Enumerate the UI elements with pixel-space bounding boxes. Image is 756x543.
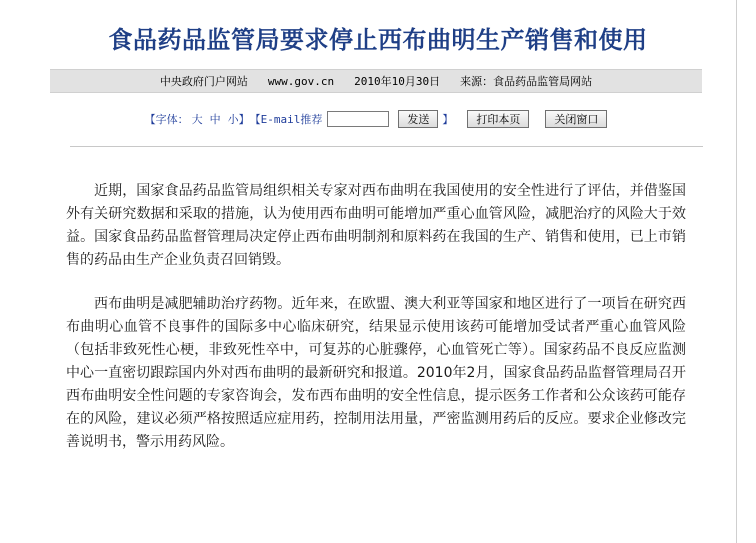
font-medium-link[interactable]: 中	[209, 113, 221, 126]
close-window-button[interactable]: 关闭窗口	[545, 110, 607, 128]
email-close-bracket: 】	[442, 113, 454, 126]
article-body	[66, 180, 686, 475]
font-large-link[interactable]: 大	[191, 113, 203, 126]
email-label: 【E-mail推荐	[249, 113, 323, 126]
article-toolbar	[0, 108, 756, 130]
email-input[interactable]	[327, 111, 389, 127]
article-source: 来源：食品药品监管局网站	[460, 75, 593, 88]
site-url: www.gov.cn	[267, 74, 335, 88]
font-close-bracket: 】	[238, 113, 250, 126]
send-button[interactable]: 发送	[398, 110, 438, 128]
article-meta-bar	[50, 69, 702, 93]
font-small-link[interactable]: 小	[227, 113, 239, 126]
article-paragraph: 西布曲明是减肥辅助治疗药物。近年来，在欧盟、澳大利亚等国家和地区进行了一项旨在研究西布曲明心血管不良事件的国际多中心临床研究，结果显示使用该药可能增加受试者严重心血管风险（包括非致死性心梗，非致死性卒中，可复苏的心脏骤停，心血管死亡等）。国家药品不良反应监测中心一直密切跟踪国内外对西布曲明的最新研究和报道。2010年2月，国家食品药品监督管理局召开西布曲明安全性问题的专家咨询会，发布西布曲明的安全性信息，提示医务工作者和公众该药可能存在的风险，建议必须严格按照适应症用药，控制用法用量，严密监测用药后的反应。要求企业修改完善说明书，警示用药风险。	[66, 296, 686, 450]
article-title: 食品药品监管局要求停止西布曲明生产销售和使用	[108, 25, 648, 54]
font-label: 【字体：	[144, 113, 189, 126]
action-buttons	[463, 110, 611, 128]
print-page-button[interactable]: 打印本页	[467, 110, 529, 128]
header-divider	[70, 146, 703, 147]
source-site: 中央政府门户网站	[159, 75, 248, 88]
article-paragraph: 近期，国家食品药品监管局组织相关专家对西布曲明在我国使用的安全性进行了评估，并借鉴国外有关研究数据和采取的措施，认为使用西布曲明可能增加严重心血管风险，减肥治疗的风险大于效益。国家食品药品监督管理局决定停止西布曲明制剂和原料药在我国的生产、销售和使用，已上市销售的药品由生产企业负责召回销毁。	[66, 183, 686, 268]
publish-date: 2010年10月30日	[354, 75, 441, 88]
